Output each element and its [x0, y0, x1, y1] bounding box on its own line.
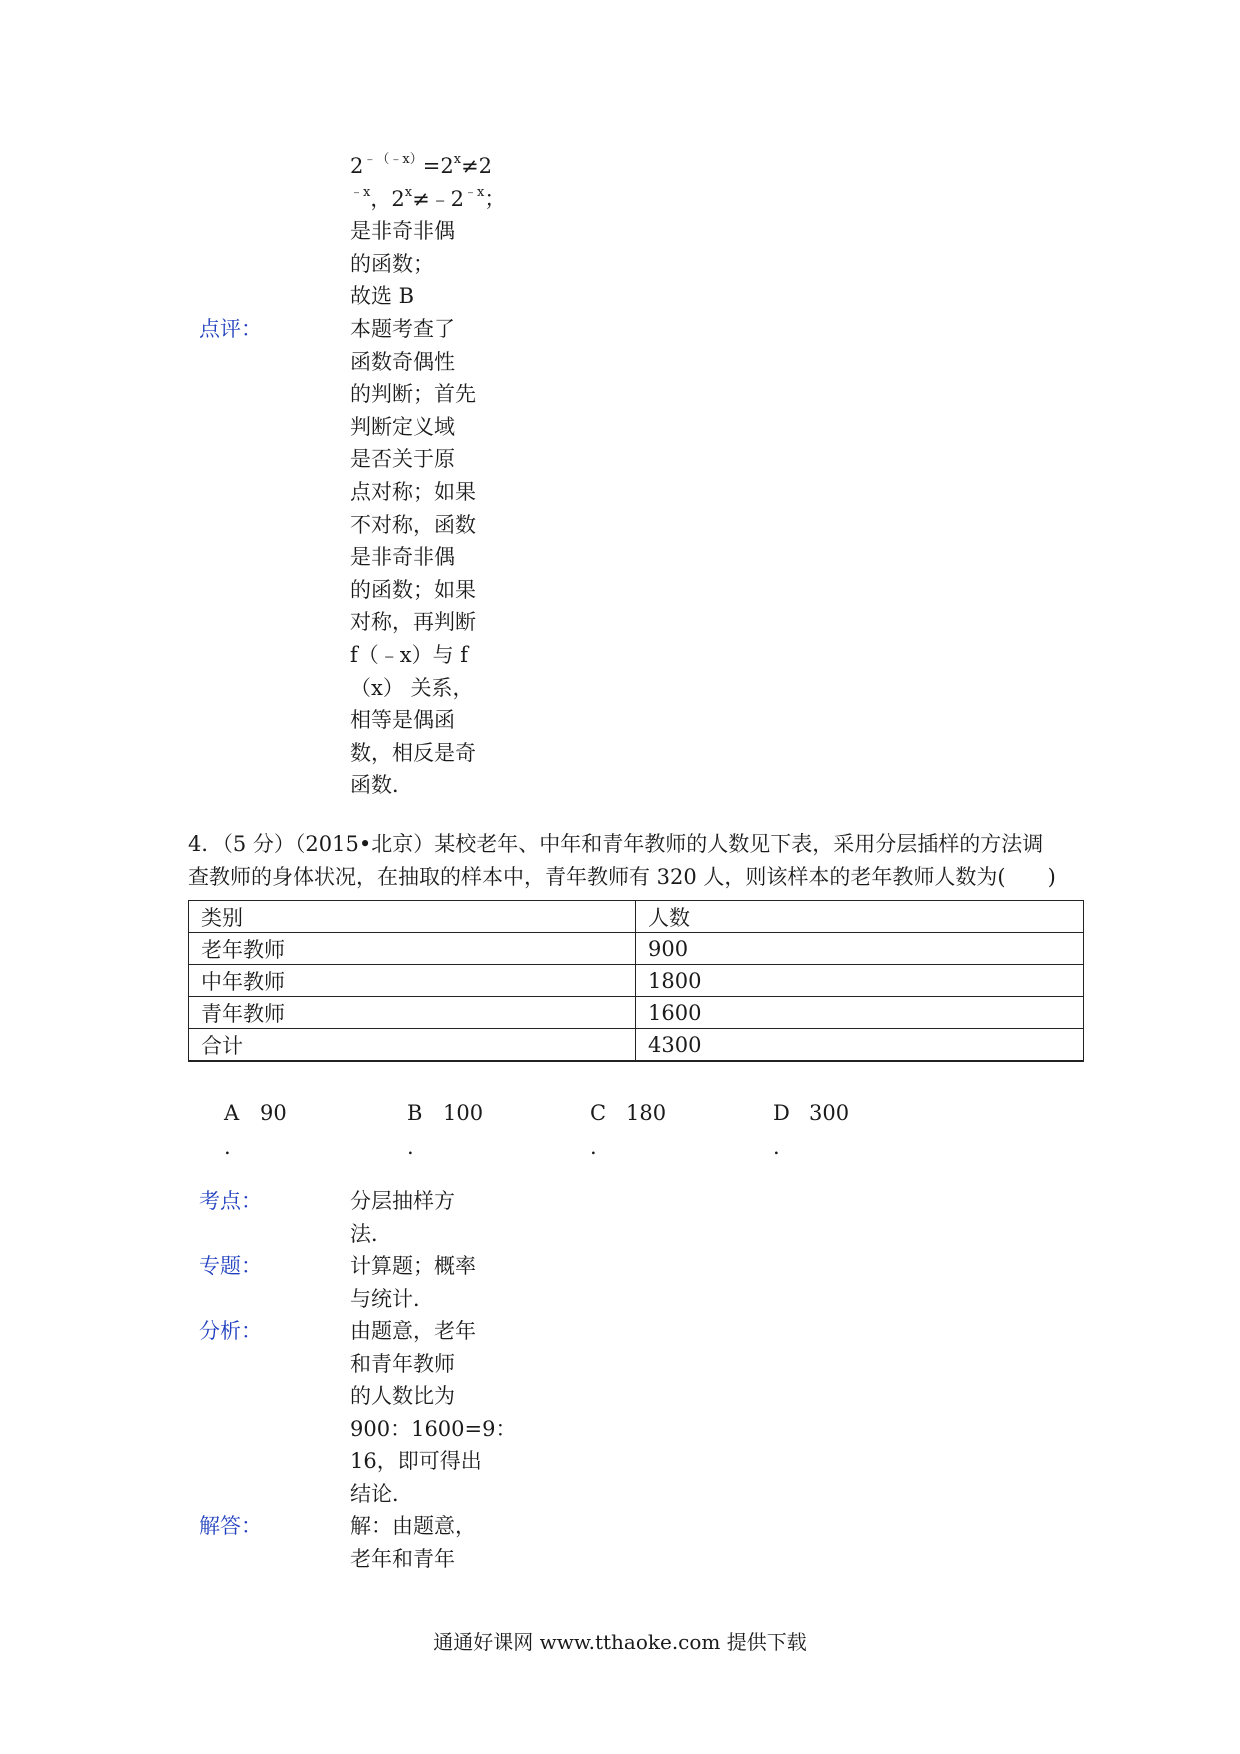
zhuanti-block: [350, 1250, 490, 1315]
comment-line: 相等是偶函: [350, 708, 455, 733]
math-line-2: $^{﹣x}$，$2^x\ne﹣2^{﹣x}$；: [350, 184, 506, 211]
analysis-line: 16，即可得出: [350, 1449, 482, 1474]
table-row: [189, 965, 1084, 997]
analysis-line: 结论．: [350, 1481, 413, 1506]
jieda-label: 解答：: [199, 1514, 262, 1538]
fenxi-block: [350, 1315, 517, 1511]
question-text: [188, 828, 1088, 894]
option-b[interactable]: B 100 .: [407, 1101, 484, 1159]
kaodian-label: 考点：: [199, 1189, 262, 1213]
table-row: [189, 933, 1084, 965]
solution-line: 是非奇非偶: [350, 219, 455, 244]
comment-line: 数，相反是奇: [350, 740, 476, 765]
table-cell: 4300: [636, 1029, 1084, 1062]
question-line-1: 4．（5 分）（2015•北京）某校老年、中年和青年教师的人数见下表，采用分层插样的方法调: [188, 832, 1044, 856]
table-row: [189, 997, 1084, 1029]
jieda-block: [350, 1510, 490, 1575]
analysis-line: 和青年教师: [350, 1351, 455, 1376]
table-cell: 老年教师: [189, 933, 636, 965]
analysis-line: 由题意，老年: [350, 1319, 476, 1343]
comment-line: （x） 关系，: [350, 675, 474, 700]
analysis-line: 与统计．: [350, 1286, 434, 1311]
table-row: [189, 1029, 1084, 1062]
analysis-line: 老年和青年: [350, 1546, 455, 1571]
comment-line: 是否关于原: [350, 447, 455, 472]
option-a[interactable]: A 90 .: [224, 1101, 287, 1159]
table-header-cell: 人数: [636, 901, 1084, 933]
analysis-line: 计算题；概率: [350, 1254, 476, 1278]
comment-line: 函数奇偶性: [350, 349, 455, 374]
comment-line: 点对称；如果: [350, 479, 476, 504]
table-cell: 1600: [636, 997, 1084, 1029]
solution-line: 的函数；: [350, 251, 434, 276]
comment-line: 的判断；首先: [350, 382, 476, 407]
table-header-row: [189, 901, 1084, 933]
comment-line: 对称，再判断: [350, 610, 476, 635]
analysis-line: 的人数比为: [350, 1384, 455, 1409]
comment-line: 是非奇非偶: [350, 545, 455, 570]
option-d[interactable]: D 300 .: [773, 1101, 850, 1159]
analysis-line: 分层抽样方: [350, 1189, 455, 1213]
table-cell: 青年教师: [189, 997, 636, 1029]
comment-label: 点评：: [199, 317, 262, 341]
analysis-line: 解：由题意，: [350, 1514, 476, 1538]
comment-line: 的函数；如果: [350, 577, 476, 602]
prev-solution-block: [350, 150, 506, 313]
table-cell: 900: [636, 933, 1084, 965]
math-line-1: $2^{﹣(﹣x)}=2^x\ne 2$: [350, 152, 492, 178]
solution-line: 故选 B: [350, 284, 415, 309]
comment-line: f（﹣x）与 f: [350, 642, 469, 667]
comment-line: 函数．: [350, 773, 413, 798]
teacher-count-table: [188, 900, 1084, 1062]
table-cell: 中年教师: [189, 965, 636, 997]
question-line-2: 查教师的身体状况，在抽取的样本中，青年教师有 320 人，则该样本的老年教师人数为( ): [188, 865, 1056, 889]
option-c[interactable]: C 180 .: [590, 1101, 667, 1159]
comment-line: 判断定义域: [350, 414, 455, 439]
zhuanti-label: 专题：: [199, 1254, 262, 1278]
fenxi-label: 分析：: [199, 1319, 262, 1343]
comment-line: 不对称，函数: [350, 512, 476, 537]
comment-line: 本题考查了: [350, 317, 455, 341]
table-cell: 合计: [189, 1029, 636, 1062]
table-cell: 1800: [636, 965, 1084, 997]
kaodian-block: [350, 1185, 490, 1250]
comment-block: [350, 313, 490, 802]
page-footer: 通通好课网 www.tthaoke.com 提供下载: [433, 1630, 807, 1654]
analysis-line: 法．: [350, 1221, 392, 1246]
table-header-cell: 类别: [189, 901, 636, 933]
analysis-line: 900：1600=9：: [350, 1416, 517, 1441]
